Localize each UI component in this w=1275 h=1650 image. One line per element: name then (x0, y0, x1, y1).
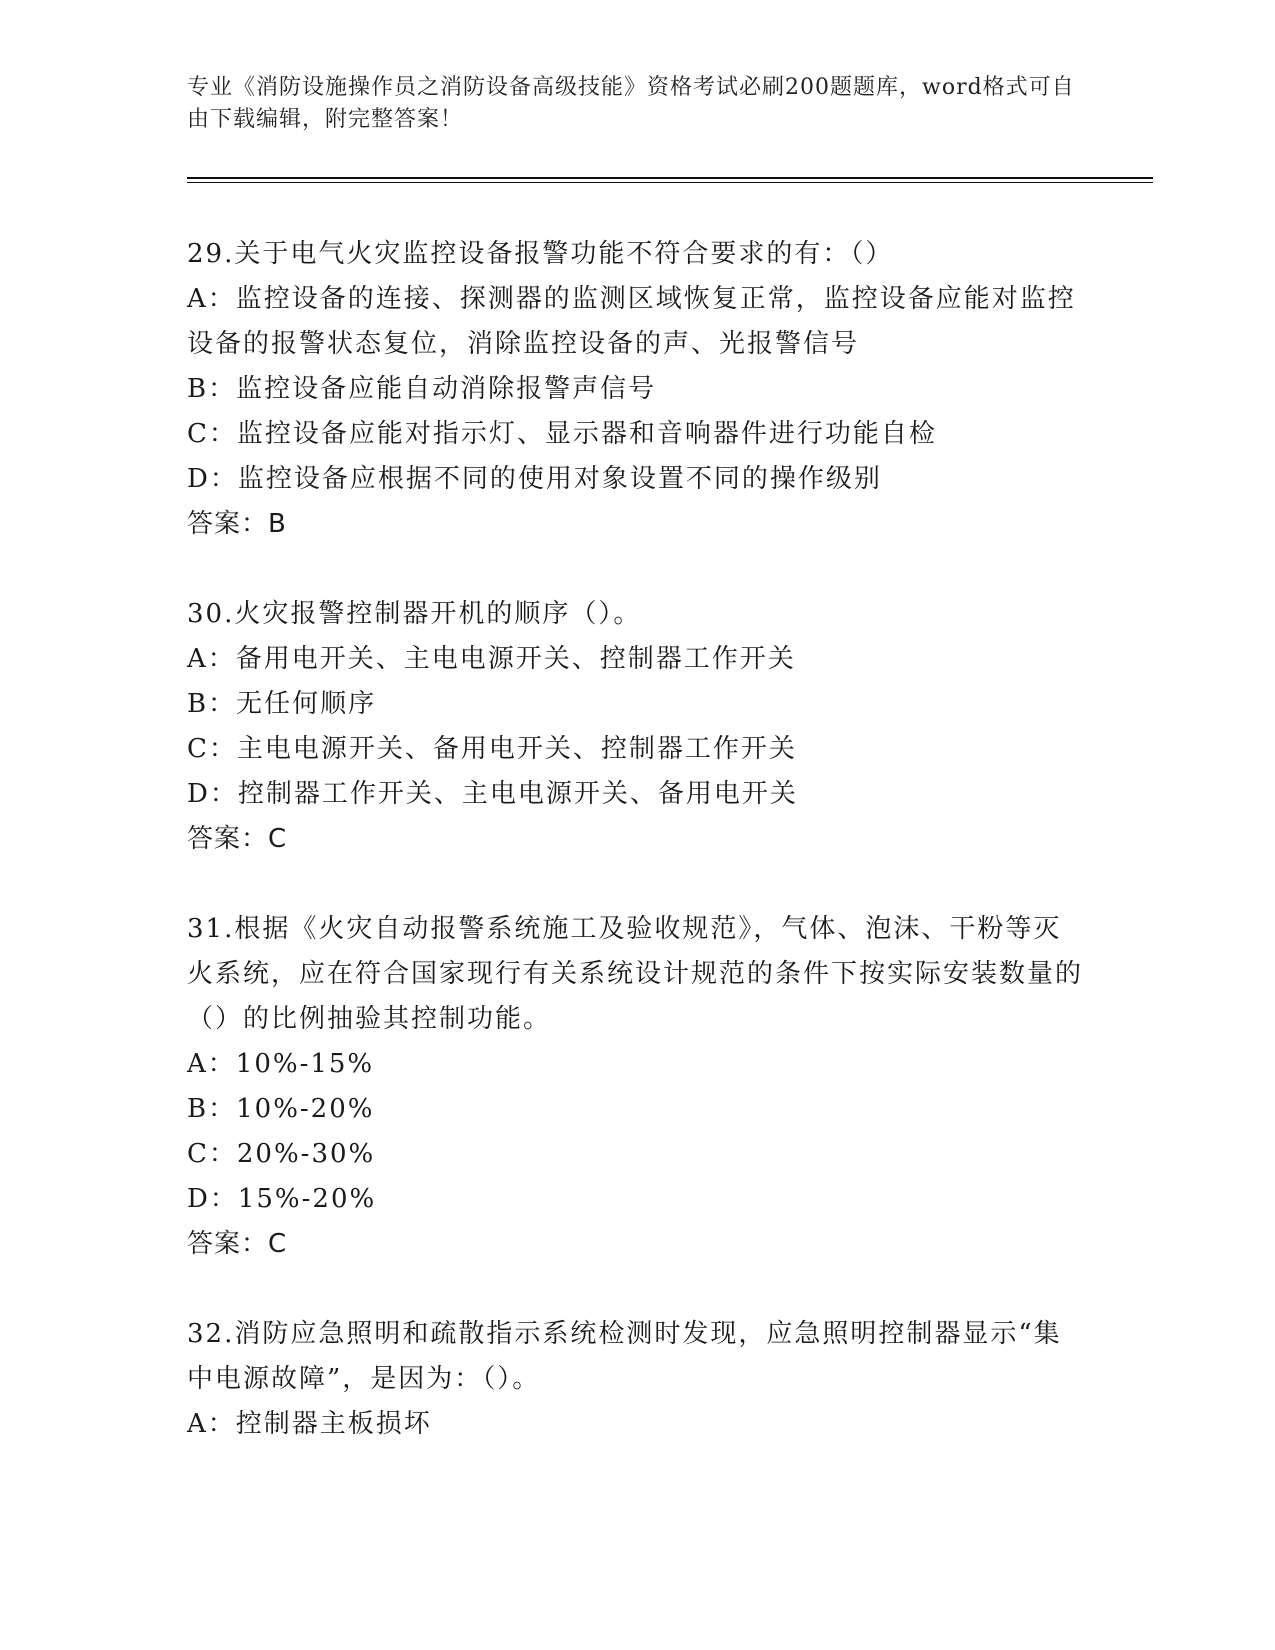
option-d: D：15%-20% (187, 1184, 377, 1214)
question-30 (187, 592, 1087, 862)
question-32 (187, 1312, 1087, 1447)
question-31 (187, 907, 1087, 1267)
option-b: B：10%-20% (187, 1094, 375, 1124)
header-divider (187, 177, 1153, 179)
question-stem: 32.消防应急照明和疏散指示系统检测时发现，应急照明控制器显示“集中电源故障”，是因为：（）。 (187, 1319, 1062, 1394)
question-stem: 31.根据《火灾自动报警系统施工及验收规范》，气体、泡沫、干粉等灭火系统，应在符合国家现行有关系统设计规范的条件下按实际安装数量的（）的比例抽验其控制功能。 (187, 914, 1084, 1034)
option-b: B：无任何顺序 (187, 689, 377, 719)
question-stem: 29.关于电气火灾监控设备报警功能不符合要求的有：（） (187, 239, 894, 269)
answer-line: 答案：B (187, 509, 287, 539)
question-list (187, 232, 1087, 1447)
answer-line: 答案：C (187, 1229, 288, 1259)
option-a: A：10%-15% (187, 1049, 375, 1079)
document-header: 专业《消防设施操作员之消防设备高级技能》资格考试必刷200题题库，word格式可自由下载编辑，附完整答案！ (187, 75, 1075, 132)
option-d: D：监控设备应根据不同的使用对象设置不同的操作级别 (187, 464, 882, 494)
option-a: A：监控设备的连接、探测器的监测区域恢复正常，监控设备应能对监控设备的报警状态复位，消除监控设备的声、光报警信号 (187, 284, 1076, 359)
option-a: A：备用电开关、主电电源开关、控制器工作开关 (187, 644, 796, 674)
option-a: A：控制器主板损坏 (187, 1409, 432, 1439)
question-stem: 30.火灾报警控制器开机的顺序（）。 (187, 599, 642, 629)
option-d: D：控制器工作开关、主电电源开关、备用电开关 (187, 779, 798, 809)
answer-line: 答案：C (187, 824, 288, 854)
option-c: C：监控设备应能对指示灯、显示器和音响器件进行功能自检 (187, 419, 937, 449)
question-29 (187, 232, 1087, 547)
option-c: C：20%-30% (187, 1139, 376, 1169)
header-divider-thin (187, 182, 1153, 183)
option-b: B：监控设备应能自动消除报警声信号 (187, 374, 657, 404)
option-c: C：主电电源开关、备用电开关、控制器工作开关 (187, 734, 797, 764)
